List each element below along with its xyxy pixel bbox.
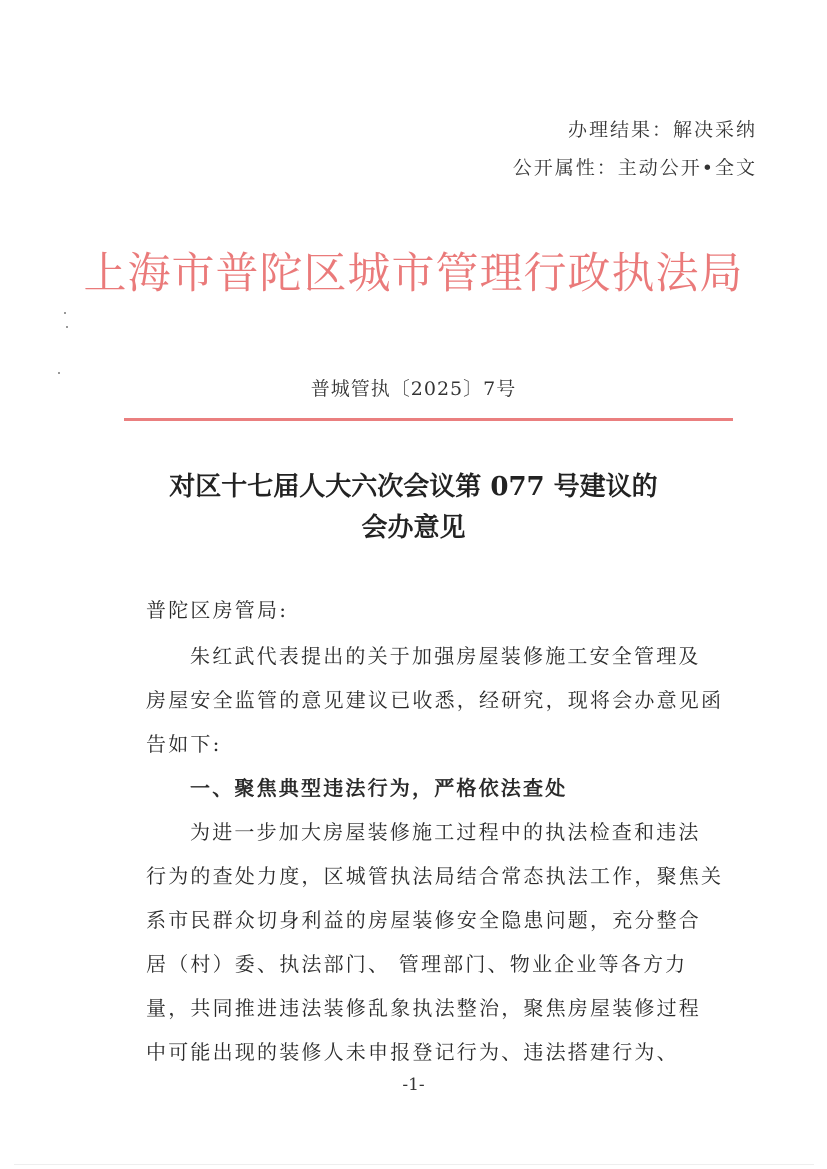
- paragraph-line: 量，共同推进违法装修乱象执法整治，聚焦房屋装修过程: [146, 996, 701, 1020]
- scan-speck: [66, 326, 68, 328]
- paragraph-line: 告如下:: [146, 732, 222, 756]
- scan-speck: [58, 372, 60, 374]
- page-number: -1-: [402, 1075, 425, 1095]
- disclosure-attribute: 公开属性：主动公开•全文: [512, 157, 757, 179]
- paragraph-line: 居（村）委、执法部门、 管理部门、物业企业等各方力: [146, 952, 688, 976]
- paragraph-line: 系市民群众切身利益的房屋装修安全隐患问题，充分整合: [146, 908, 701, 932]
- recipient: 普陀区房管局:: [146, 598, 289, 622]
- paragraph-line: 朱红武代表提出的关于加强房屋装修施工安全管理及: [190, 644, 701, 668]
- scan-edge: [14, 1164, 814, 1165]
- paragraph-line: 为进一步加大房屋装修施工过程中的执法检查和违法: [190, 820, 701, 844]
- issuing-organization: 上海市普陀区城市管理行政执法局: [83, 249, 744, 299]
- document-number: 普城管执〔2025〕7号: [310, 378, 517, 400]
- document-title-line-2: 会办意见: [361, 513, 466, 543]
- scan-speck: [64, 312, 66, 314]
- red-divider-line: [124, 418, 733, 421]
- handling-result: 办理结果：解决采纳: [567, 119, 757, 141]
- section-heading: 一、聚焦典型违法行为，严格依法查处: [190, 776, 568, 800]
- paragraph-line: 房屋安全监管的意见建议已收悉，经研究，现将会办意见函: [146, 688, 724, 712]
- document-title-line-1: 对区十七届人大六次会议第 077 号建议的: [169, 472, 658, 502]
- paragraph-line: 中可能出现的装修人未申报登记行为、违法搭建行为、: [146, 1040, 679, 1064]
- paragraph-line: 行为的查处力度，区城管执法局结合常态执法工作，聚焦关: [146, 864, 724, 888]
